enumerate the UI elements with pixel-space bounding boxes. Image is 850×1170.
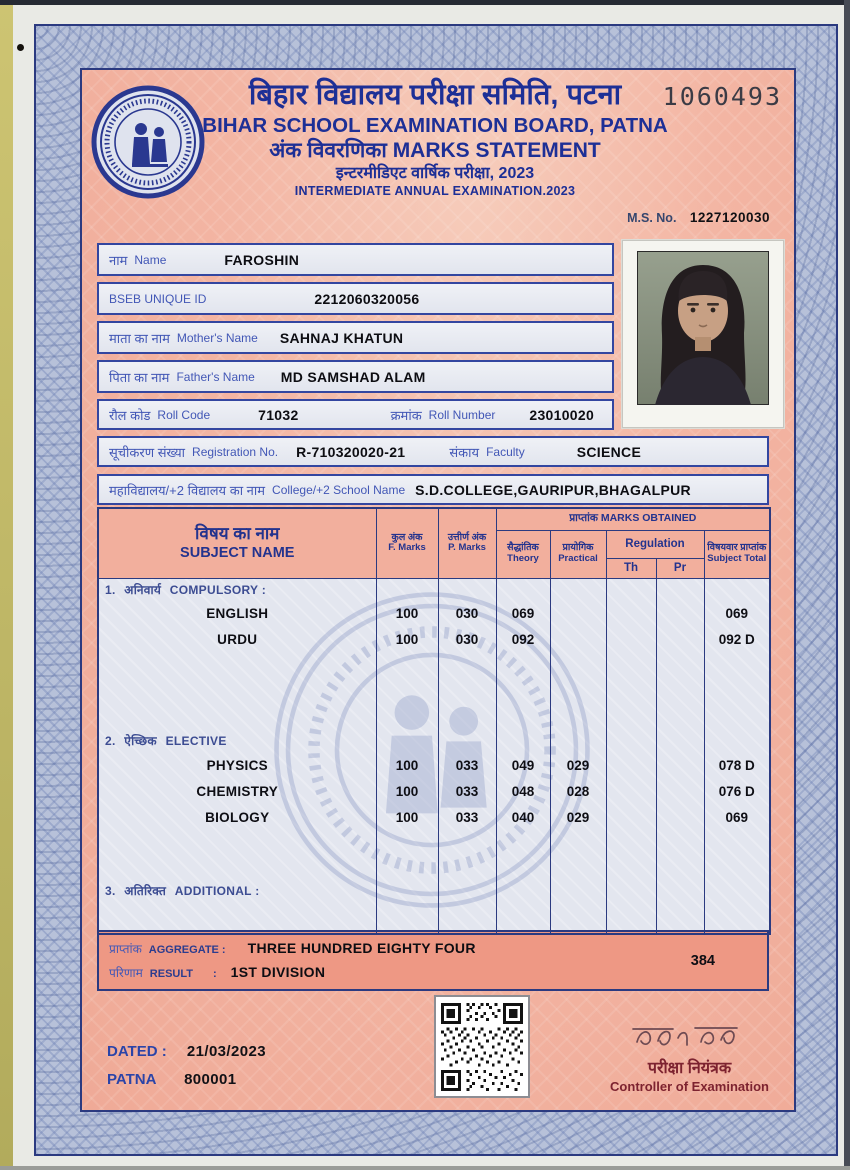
header-regulation-th: Th xyxy=(606,558,656,578)
pass-marks-cell: 030 xyxy=(438,626,496,652)
aggregate-line xyxy=(109,940,757,957)
registration-label-hindi: सूचीकरण संख्या xyxy=(109,444,186,460)
pin-value: 800001 xyxy=(184,1071,237,1088)
table-row-biology xyxy=(98,804,770,830)
pass-marks-header-english: P. Marks xyxy=(448,542,486,554)
section-compulsory xyxy=(98,578,770,600)
field-bseb-id xyxy=(97,282,614,315)
practical-cell xyxy=(550,626,606,652)
exam-title-hindi: इन्टरमीडिएट वार्षिक परीक्षा, 2023 xyxy=(335,164,535,182)
subject-cell: PHYSICS xyxy=(98,752,376,778)
field-father-name xyxy=(97,360,614,393)
qr-code xyxy=(434,995,530,1098)
pass-marks-header-hindi: उत्तीर्ण अंक xyxy=(447,531,487,543)
result-colon: : xyxy=(212,968,217,980)
reg-th-cell xyxy=(606,626,656,652)
roll-number-value: 23010020 xyxy=(529,406,595,423)
result-value: 1ST DIVISION xyxy=(230,964,326,980)
practical-cell xyxy=(550,600,606,626)
spacer-row xyxy=(98,902,770,934)
section-label-english: COMPULSORY : xyxy=(169,582,267,597)
spacer-row xyxy=(98,652,770,728)
subject-total-header-hindi: विषयवार प्राप्तांक xyxy=(707,542,767,554)
section-number: 1. xyxy=(105,582,116,597)
full-marks-header-english: F. Marks xyxy=(388,542,426,554)
marks-table-area xyxy=(97,507,769,933)
dated-label: DATED : xyxy=(107,1043,167,1060)
reg-th-cell xyxy=(606,804,656,830)
full-marks-header-hindi: कुल अंक xyxy=(391,531,423,543)
father-name-value: MD SAMSHAD ALAM xyxy=(280,368,426,385)
pass-marks-cell: 033 xyxy=(438,804,496,830)
reg-th-cell xyxy=(606,778,656,804)
aggregate-words: THREE HUNDRED EIGHTY FOUR xyxy=(247,940,476,956)
section-label-english: ELECTIVE xyxy=(165,733,227,748)
section-additional xyxy=(98,878,770,902)
header-marks-obtained xyxy=(496,508,770,530)
scan-edge-left xyxy=(0,0,13,1170)
aggregate-value: 384 xyxy=(690,952,715,969)
full-marks-cell: 100 xyxy=(376,626,438,652)
theory-cell: 049 xyxy=(496,752,550,778)
theory-cell: 048 xyxy=(496,778,550,804)
header-regulation: Regulation xyxy=(606,530,704,558)
scan-edge-bottom xyxy=(0,1166,850,1170)
section-label-english: ADDITIONAL : xyxy=(174,883,260,898)
section-elective xyxy=(98,728,770,752)
subject-total-cell: 069 xyxy=(704,600,770,626)
pass-marks-cell: 033 xyxy=(438,778,496,804)
faculty-label: Faculty xyxy=(486,444,525,459)
aggregate-label-hindi: प्राप्तांक xyxy=(109,942,142,956)
name-value: FAROSHIN xyxy=(224,251,300,268)
field-mother-name xyxy=(97,321,614,354)
subject-total-header-english: Subject Total xyxy=(707,553,767,564)
practical-cell: 029 xyxy=(550,752,606,778)
field-name xyxy=(97,243,614,276)
reg-pr-cell xyxy=(656,626,704,652)
reg-pr-cell xyxy=(656,752,704,778)
ms-number xyxy=(627,210,770,225)
full-marks-cell: 100 xyxy=(376,600,438,626)
college-label: College/+2 School Name xyxy=(272,482,406,497)
board-title-hindi: बिहार विद्यालय परीक्षा समिति, पटना xyxy=(248,79,622,111)
reg-pr-cell xyxy=(656,778,704,804)
result-label-hindi: परिणाम xyxy=(109,966,143,980)
marks-statement-title-hindi: अंक विवरणिका xyxy=(269,139,387,163)
subject-cell: BIOLOGY xyxy=(98,804,376,830)
reg-th-cell xyxy=(606,600,656,626)
header-theory xyxy=(496,530,550,578)
table-row-physics xyxy=(98,752,770,778)
marks-obtained-header-english: MARKS OBTAINED xyxy=(600,512,697,525)
ms-number-label: M.S. No. xyxy=(627,211,677,225)
scan-edge-top xyxy=(0,0,850,5)
spacer-row xyxy=(98,830,770,878)
marks-statement-title xyxy=(200,138,670,164)
table-row-chemistry xyxy=(98,778,770,804)
ms-number-value: 1227120030 xyxy=(689,210,770,225)
theory-header-english: Theory xyxy=(507,553,539,564)
subject-header-hindi: विषय का नाम xyxy=(195,524,280,544)
dated-line xyxy=(107,1043,266,1060)
certificate-body xyxy=(80,68,796,1112)
field-college xyxy=(97,474,769,505)
header-full-marks xyxy=(376,508,438,578)
subject-total-cell: 076 D xyxy=(704,778,770,804)
section-number: 3. xyxy=(105,883,116,898)
section-label-hindi: अनिवार्य xyxy=(124,582,162,597)
header-subject-total xyxy=(704,530,770,578)
practical-cell: 028 xyxy=(550,778,606,804)
subject-header-english: SUBJECT NAME xyxy=(180,545,295,562)
place-label: PATNA xyxy=(107,1071,156,1088)
roll-number-label-hindi: क्रमांक xyxy=(390,407,422,423)
name-label: Name xyxy=(134,252,167,267)
pass-marks-cell: 033 xyxy=(438,752,496,778)
roll-code-label-hindi: रौल कोड xyxy=(109,407,151,423)
roll-code-label: Roll Code xyxy=(157,407,211,422)
section-number: 2. xyxy=(105,733,116,748)
father-label: Father's Name xyxy=(176,369,255,384)
marks-statement-title-english: MARKS STATEMENT xyxy=(392,139,601,163)
scan-edge-right xyxy=(844,0,850,1170)
signature xyxy=(625,1020,755,1054)
scan-artifact-dot xyxy=(17,44,24,51)
result-line xyxy=(109,964,757,981)
bseb-id-value: 2212060320056 xyxy=(314,290,420,307)
header-practical xyxy=(550,530,606,578)
theory-cell: 092 xyxy=(496,626,550,652)
place-line xyxy=(107,1071,237,1088)
bseb-seal-icon xyxy=(90,84,206,200)
controller-title-english: Controller of Examination xyxy=(610,1079,769,1094)
controller-signature-block xyxy=(587,1020,792,1094)
subject-total-cell: 092 D xyxy=(704,626,770,652)
reg-pr-cell xyxy=(656,804,704,830)
roll-number-label: Roll Number xyxy=(428,407,496,422)
bseb-id-label: BSEB UNIQUE ID xyxy=(109,291,207,306)
exam-title-english: INTERMEDIATE ANNUAL EXAMINATION.2023 xyxy=(294,183,576,198)
marks-table xyxy=(97,507,771,935)
pass-marks-cell: 030 xyxy=(438,600,496,626)
aggregate-label: AGGREGATE : xyxy=(148,944,226,956)
registration-value: R-710320020-21 xyxy=(296,443,406,460)
section-label-hindi: ऐच्छिक xyxy=(124,733,157,748)
subject-cell: ENGLISH xyxy=(98,600,376,626)
practical-header-hindi: प्रायोगिक xyxy=(562,542,594,554)
student-photo xyxy=(622,240,784,428)
subject-cell: CHEMISTRY xyxy=(98,778,376,804)
mother-label: Mother's Name xyxy=(176,330,258,345)
field-roll xyxy=(97,399,614,430)
college-label-hindi: महाविद्यालय/+2 विद्यालय का नाम xyxy=(109,482,266,498)
faculty-value: SCIENCE xyxy=(576,443,642,460)
board-title-english: BIHAR SCHOOL EXAMINATION BOARD, PATNA xyxy=(202,114,668,138)
theory-cell: 069 xyxy=(496,600,550,626)
name-label-hindi: नाम xyxy=(109,252,128,268)
table-row-urdu xyxy=(98,626,770,652)
subject-cell: URDU xyxy=(98,626,376,652)
header-subject-name xyxy=(98,508,376,578)
section-label-hindi: अतिरिक्त xyxy=(124,883,167,898)
full-marks-cell: 100 xyxy=(376,778,438,804)
serial-number: 1060493 xyxy=(662,82,782,111)
registration-label: Registration No. xyxy=(192,444,279,459)
theory-cell: 040 xyxy=(496,804,550,830)
field-registration xyxy=(97,436,769,467)
college-value: S.D.COLLEGE,GAURIPUR,BHAGALPUR xyxy=(415,481,691,498)
faculty-label-hindi: संकाय xyxy=(449,444,480,460)
mother-label-hindi: माता का नाम xyxy=(109,330,170,346)
header-titles xyxy=(200,78,670,199)
result-label: RESULT xyxy=(149,968,193,980)
dated-value: 21/03/2023 xyxy=(186,1043,266,1060)
reg-th-cell xyxy=(606,752,656,778)
controller-title-hindi: परीक्षा नियंत्रक xyxy=(647,1060,732,1077)
reg-pr-cell xyxy=(656,600,704,626)
table-row-english xyxy=(98,600,770,626)
mother-name-value: SAHNAJ KHATUN xyxy=(279,329,404,346)
aggregate-result-band xyxy=(97,930,769,991)
roll-code-value: 71032 xyxy=(258,406,299,423)
father-label-hindi: पिता का नाम xyxy=(109,369,170,385)
practical-cell: 029 xyxy=(550,804,606,830)
marks-obtained-header-hindi: प्राप्तांक xyxy=(569,512,598,525)
full-marks-cell: 100 xyxy=(376,752,438,778)
theory-header-hindi: सैद्धांतिक xyxy=(507,542,539,554)
header-regulation-pr: Pr xyxy=(656,558,704,578)
header-pass-marks xyxy=(438,508,496,578)
practical-header-english: Practical xyxy=(558,553,598,564)
subject-total-cell: 078 D xyxy=(704,752,770,778)
full-marks-cell: 100 xyxy=(376,804,438,830)
subject-total-cell: 069 xyxy=(704,804,770,830)
